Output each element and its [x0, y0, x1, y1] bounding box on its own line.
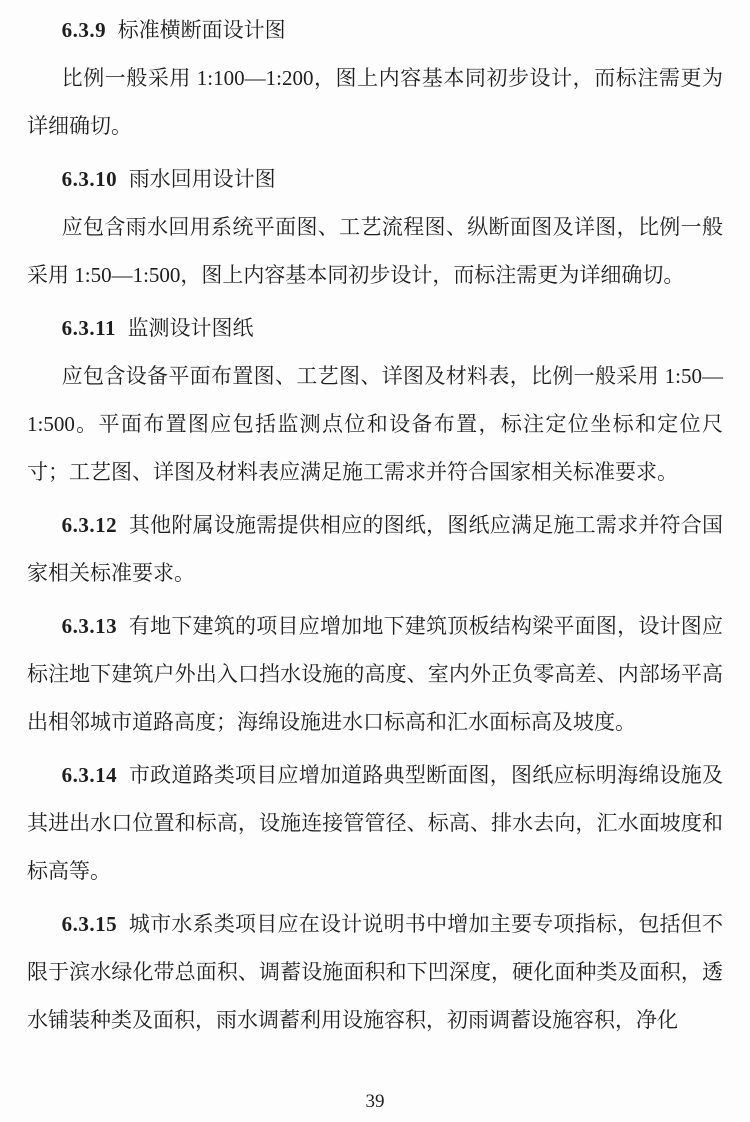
section-text: 市政道路类项目应增加道路典型断面图，图纸应标明海绵设施及其进出水口位置和标高，设施连接管管径、标高、排水去向，汇水面坡度和标高等。 [27, 763, 723, 883]
section-6-3-10 [27, 155, 723, 299]
paragraph [27, 501, 723, 597]
section-number: 6.3.9 [61, 18, 107, 42]
paragraph [27, 751, 723, 895]
section-6-3-12 [27, 501, 723, 597]
section-text: 其他附属设施需提供相应的图纸，图纸应满足施工需求并符合国家相关标准要求。 [27, 513, 723, 585]
section-number: 6.3.11 [61, 316, 116, 340]
page-footer [0, 1090, 750, 1114]
section-text: 城市水系类项目应在设计说明书中增加主要专项指标，包括但不限于滨水绿化带总面积、调蓄设施面积和下凹深度，硬化面种类及面积，透水铺装种类及面积，雨水调蓄利用设施容积，初雨调蓄设施容积，净化 [27, 912, 723, 1032]
section-number: 6.3.12 [61, 513, 118, 537]
paragraph [27, 602, 723, 746]
section-number: 6.3.10 [61, 167, 118, 191]
section-6-3-9 [27, 6, 723, 150]
section-title: 雨水回用设计图 [128, 167, 276, 191]
paragraph: 应包含设备平面布置图、工艺图、详图及材料表，比例一般采用 1:50—1:500。平面布置图应包括监测点位和设备布置，标注定位坐标和定位尺寸；工艺图、详图及材料表应满足施工需求并符合国家相关标准要求。 [27, 364, 723, 484]
section-6-3-15 [27, 900, 723, 1044]
paragraph: 比例一般采用 1:100—1:200，图上内容基本同初步设计，而标注需更为详细确切。 [27, 66, 723, 138]
section-heading [27, 155, 723, 203]
paragraph [27, 900, 723, 1044]
section-6-3-14 [27, 751, 723, 895]
section-title: 监测设计图纸 [127, 316, 254, 340]
section-number: 6.3.13 [61, 614, 118, 638]
section-heading [27, 6, 723, 54]
paragraph: 应包含雨水回用系统平面图、工艺流程图、纵断面图及详图，比例一般采用 1:50—1:500，图上内容基本同初步设计，而标注需更为详细确切。 [27, 215, 723, 287]
section-number: 6.3.15 [61, 912, 118, 936]
section-text: 有地下建筑的项目应增加地下建筑顶板结构梁平面图，设计图应标注地下建筑户外出入口挡水设施的高度、室内外正负零高差、内部场平高出相邻城市道路高度；海绵设施进水口标高和汇水面标高及坡度。 [27, 614, 723, 734]
section-6-3-13 [27, 602, 723, 746]
section-6-3-11 [27, 304, 723, 496]
section-title: 标准横断面设计图 [117, 18, 286, 42]
section-heading [27, 304, 723, 352]
section-number: 6.3.14 [61, 763, 118, 787]
page-number: 39 [365, 1091, 385, 1112]
